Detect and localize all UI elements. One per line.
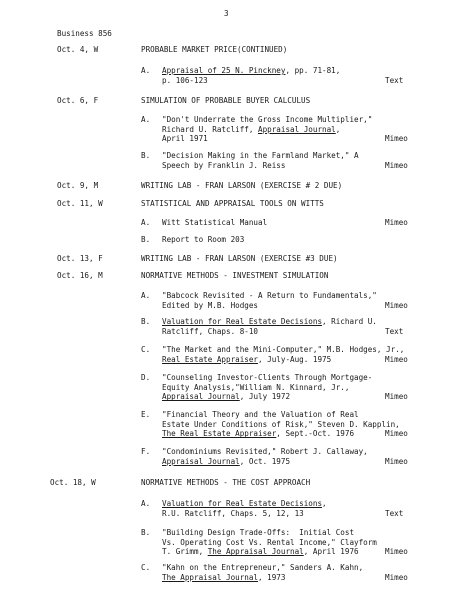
reading-text: , 1973 (258, 572, 286, 582)
reading-text: "Financial Theory and the Valuation of Real (162, 410, 359, 419)
reading-source-note: Mimeo (385, 300, 408, 310)
session-date: Oct. 4, W (57, 45, 99, 54)
reading-source-note: Mimeo (385, 429, 408, 439)
reading-text: "Kahn on the Entrepreneur," Sanders A. Kahn, (162, 563, 364, 572)
reading-line (162, 345, 404, 354)
reading-source-note: Mimeo (385, 160, 408, 170)
reading-label: B. (141, 528, 151, 537)
session-date: Oct. 11, W (57, 199, 103, 208)
reading-text: "Condominiums Revisited," Robert J. Callaway, (162, 447, 368, 456)
reading-source-note: Mimeo (385, 218, 408, 227)
reading-text: Vs. Operating Cost Vs. Rental Income," Clayform (162, 537, 377, 547)
session-topic: PROBABLE MARKET PRICE(CONTINUED) (141, 45, 288, 54)
reading-text: , Richard U. (322, 317, 377, 326)
reading-label: A. (141, 291, 151, 300)
reading-line (162, 327, 258, 336)
reading-line (162, 235, 244, 244)
reading-line (162, 509, 304, 518)
reading-source-note: Mimeo (385, 456, 408, 466)
reading-text: Speech by Franklin J. Reiss (162, 160, 286, 170)
reading-line (162, 355, 331, 364)
reading-source-note: Text (385, 326, 404, 336)
page-number: 3 (224, 9, 229, 18)
publication-title: The Appraisal Journal (162, 572, 259, 582)
publication-title: Appraisal Journal (162, 392, 240, 402)
reading-line (162, 429, 354, 438)
reading-text: "The Market and the Mini-Computer," M.B. Hodges, Jr., (162, 345, 405, 354)
session-topic: NORMATIVE METHODS - INVESTMENT SIMULATION (141, 271, 329, 280)
reading-text: "Decision Making in the Farmland Market," A (162, 151, 359, 160)
reading-text: , April 1976 (303, 547, 359, 557)
reading-source-note: Text (385, 508, 404, 518)
session-topic: STATISTICAL AND APPRAISAL TOOLS ON WITTS (141, 199, 324, 208)
reading-line (162, 563, 363, 572)
reading-label: B. (141, 235, 151, 244)
reading-source-note: Mimeo (385, 354, 408, 364)
publication-title: Valuation for Real Estate Decisions (162, 499, 323, 508)
reading-line (162, 66, 340, 75)
reading-line (162, 125, 340, 134)
reading-text: , (322, 499, 327, 508)
reading-line (162, 115, 372, 124)
session-date: Oct. 6, F (57, 96, 99, 105)
reading-text: Ratcliff, Chaps. 8-10 (162, 326, 259, 336)
reading-text: , Sept.-Oct. 1976 (276, 429, 355, 439)
reading-text: R.U. Ratcliff, Chaps. 5, 12, 13 (162, 508, 304, 518)
publication-title: The Appraisal Journal (207, 547, 304, 557)
reading-label: B. (141, 151, 151, 160)
reading-label: E. (141, 410, 151, 419)
reading-text: T. Grimm, (162, 547, 208, 557)
reading-label: F. (141, 447, 151, 456)
session-date: Oct. 16, M (57, 271, 103, 280)
reading-source-note: Mimeo (385, 547, 408, 557)
reading-text: "Building Design Trade-Offs: Initial Cost (162, 528, 355, 537)
reading-text: Equity Analysis,"William N. Kinnard, Jr., (162, 382, 350, 392)
reading-text: April 1971 (162, 134, 208, 144)
reading-text: Estate Under Conditions of Risk," Steven D. Kapplin, (162, 419, 400, 429)
reading-line (162, 373, 372, 382)
course-header: Business 856 (57, 29, 112, 38)
reading-line (162, 383, 349, 392)
reading-line (162, 547, 359, 556)
reading-label: A. (141, 66, 151, 75)
reading-text: , July-Aug. 1975 (258, 354, 332, 364)
session-date: Oct. 13, F (57, 254, 103, 263)
reading-line (162, 76, 208, 85)
reading-label: A. (141, 115, 151, 124)
reading-line (162, 301, 258, 310)
publication-title: Real Estate Appraiser (162, 354, 259, 364)
reading-line (162, 410, 359, 419)
reading-text: Witt Statistical Manual (162, 218, 268, 227)
session-topic: SIMULATION OF PROBABLE BUYER CALCULUS (141, 96, 311, 105)
reading-text: , (335, 124, 341, 134)
reading-line (162, 447, 368, 456)
reading-text: , July 1972 (239, 392, 291, 402)
reading-text: Report to Room 203 (162, 235, 245, 244)
reading-label: D. (141, 373, 151, 382)
reading-line (162, 161, 285, 170)
session-topic: NORMATIVE METHODS - THE COST APPROACH (141, 478, 311, 487)
reading-line (162, 392, 290, 401)
session-topic: WRITING LAB - FRAN LARSON (EXERCISE #3 DUE) (141, 254, 338, 263)
reading-line (162, 457, 290, 466)
publication-title: Appraisal Journal (258, 124, 336, 134)
reading-text: "Don't Underrate the Gross Income Multiplier," (162, 115, 373, 124)
reading-text: Richard U. Ratcliff, (162, 124, 259, 134)
reading-line (162, 291, 377, 300)
publication-title: Appraisal of 25 N. Pinckney (162, 66, 286, 75)
reading-text: Edited by M.B. Hodges (162, 300, 259, 310)
reading-text: "Babcock Revisited - A Return to Fundamentals," (162, 291, 377, 300)
session-date: Oct. 18, W (50, 478, 96, 487)
reading-line (162, 420, 400, 429)
reading-line (162, 499, 327, 508)
reading-text: p. 106-123 (162, 75, 208, 85)
publication-title: Appraisal Journal (162, 456, 240, 466)
reading-line (162, 151, 359, 160)
reading-label: C. (141, 345, 151, 354)
reading-label: A. (141, 499, 151, 508)
reading-line (162, 573, 285, 582)
reading-label: A. (141, 218, 151, 227)
reading-line (162, 528, 354, 537)
reading-line (162, 218, 267, 227)
reading-text: , pp. 71-81, (285, 66, 341, 75)
reading-label: B. (141, 317, 151, 326)
publication-title: Valuation for Real Estate Decisions (162, 317, 323, 326)
publication-title: The Real Estate Appraiser (162, 429, 277, 439)
reading-text: , Oct. 1975 (239, 456, 291, 466)
reading-source-note: Mimeo (385, 572, 408, 582)
reading-text: "Counseling Investor-Clients Through Mortgage- (162, 373, 373, 382)
reading-line (162, 538, 377, 547)
session-date: Oct. 9, M (57, 181, 99, 190)
reading-source-note: Mimeo (385, 134, 408, 144)
reading-source-note: Mimeo (385, 392, 408, 402)
reading-label: C. (141, 563, 151, 572)
reading-line (162, 134, 208, 143)
reading-line (162, 317, 377, 326)
reading-source-note: Text (385, 75, 404, 85)
session-topic: WRITING LAB - FRAN LARSON (EXERCISE # 2 DUE) (141, 181, 343, 190)
